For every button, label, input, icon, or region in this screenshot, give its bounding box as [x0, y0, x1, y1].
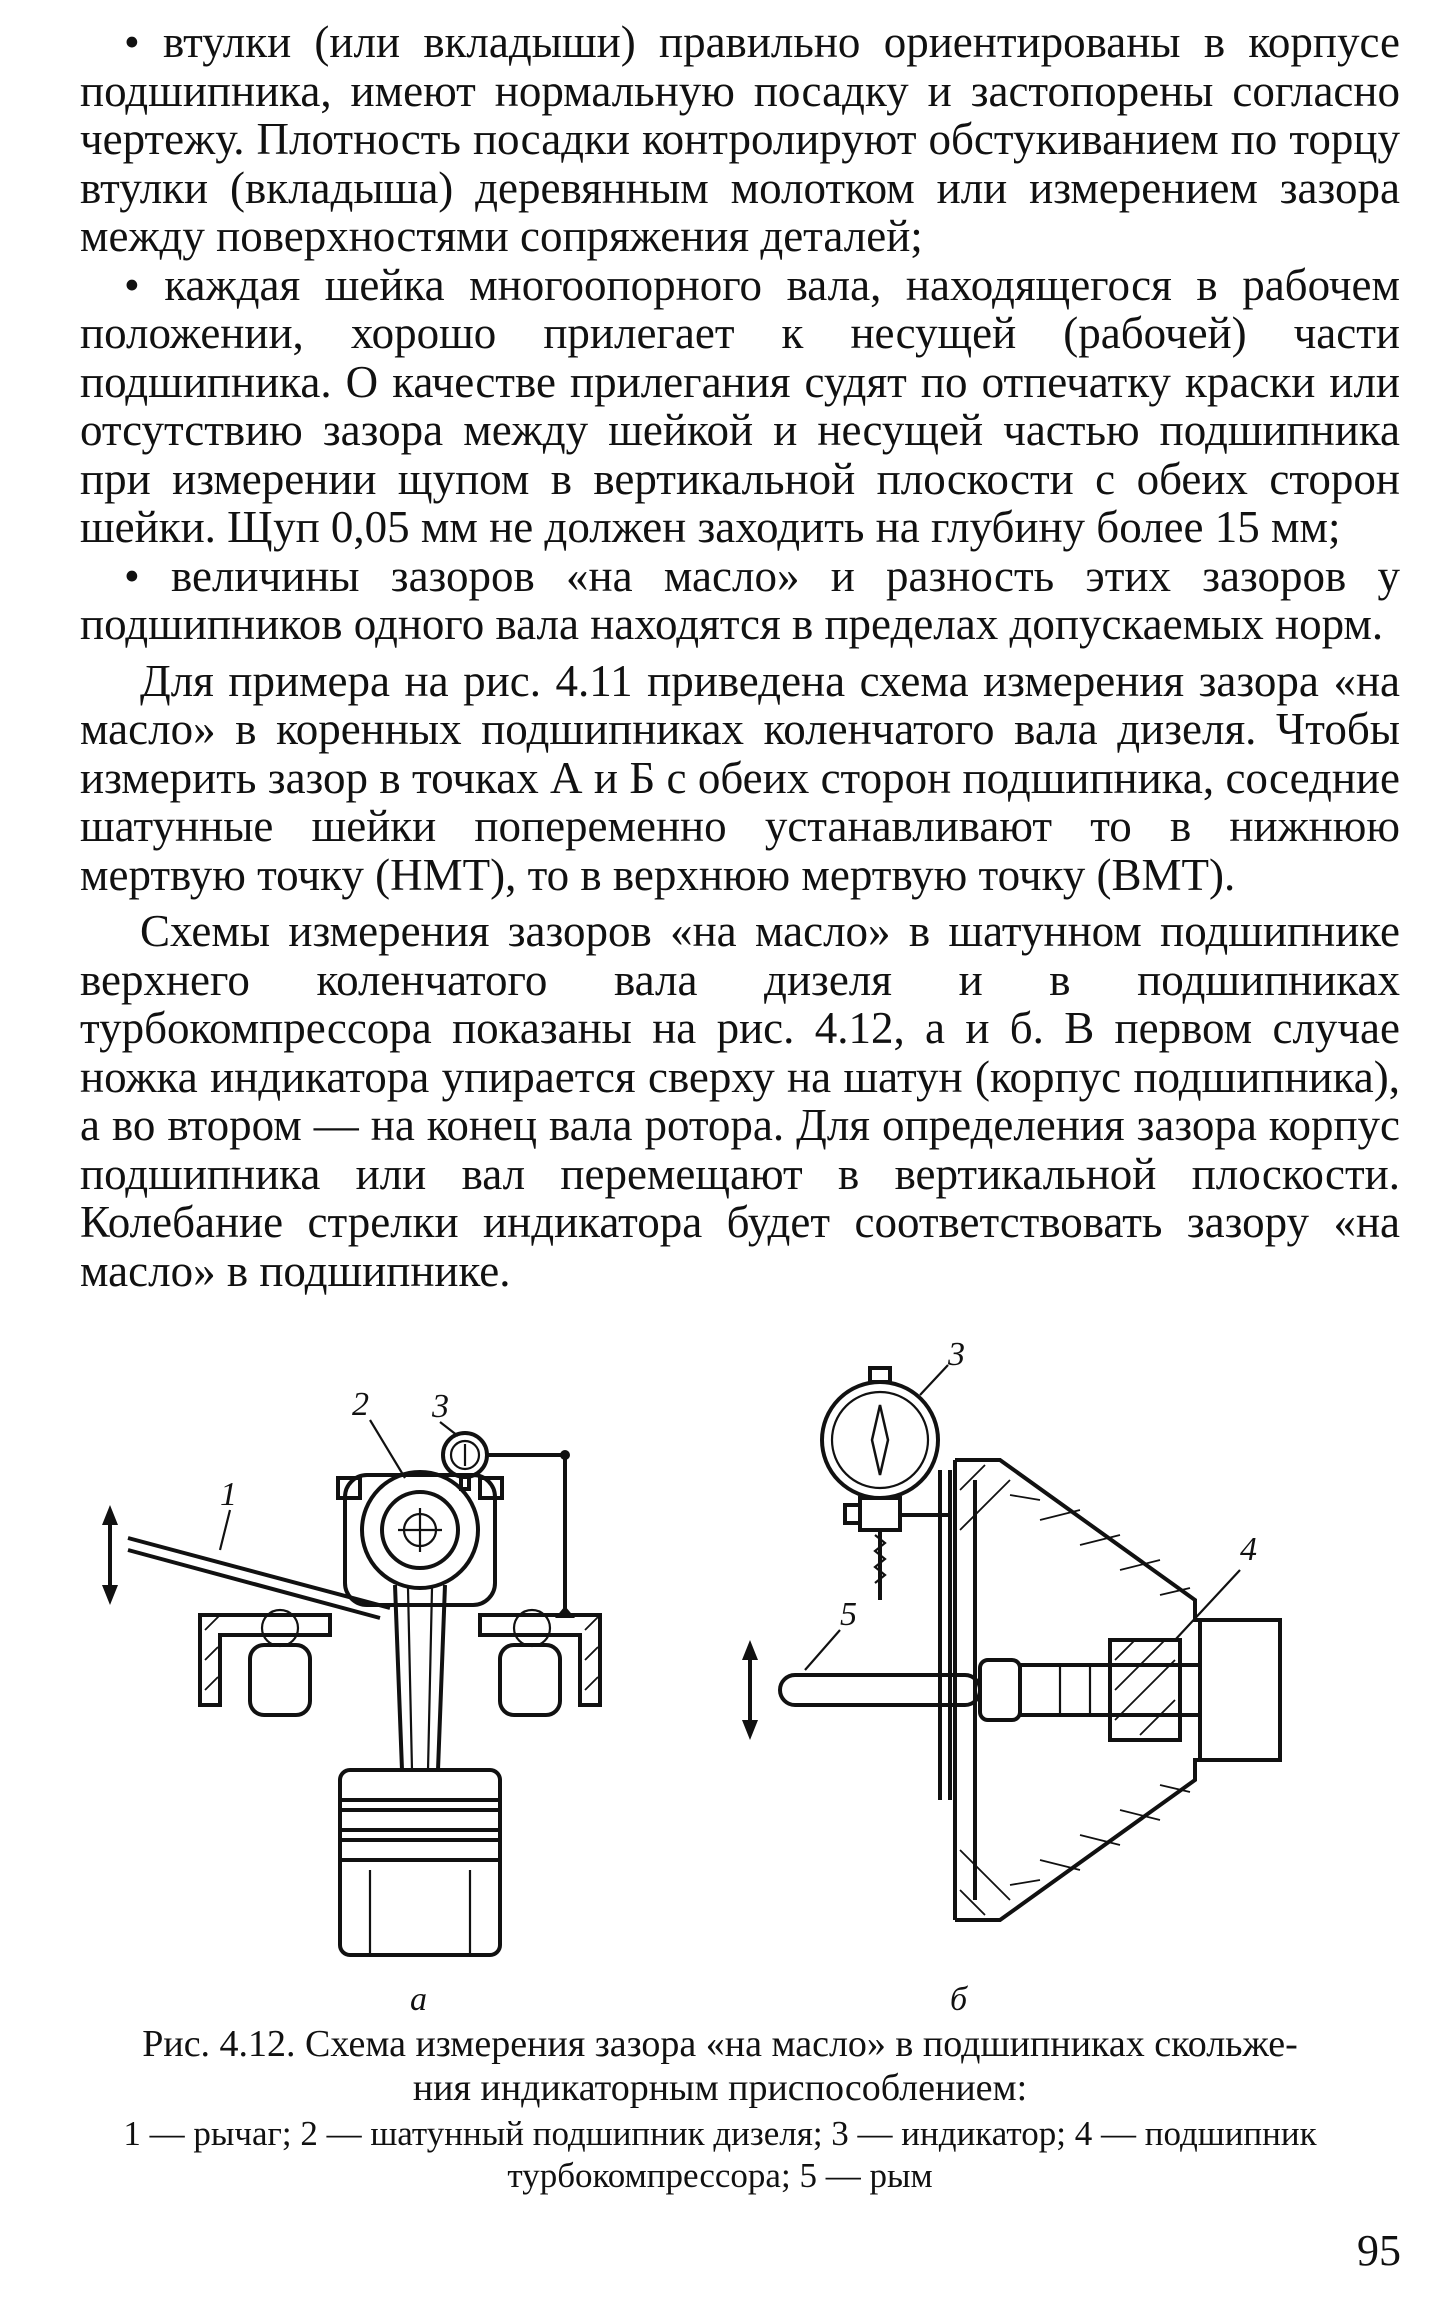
body-text [80, 18, 1400, 1295]
callout-1: 1 [220, 1476, 237, 1513]
bullet-paragraph-2: • каждая шейка многоопорного вала, находящегося в рабочем положении, хорошо прилегает к несущей (рабочей) части подшипника. О качестве прилегания судят по отпечатку краски или отсутствию зазора между шейкой и несущей частью подшипника при измерении щупом в вертикальной плоскости с обеих сторон шейки. Щуп 0,05 мм не должен заходить на глубину более 15 мм; [80, 259, 1400, 552]
callout-3b: 3 [948, 1336, 965, 1373]
callout-5: 5 [840, 1596, 857, 1633]
legend-line-2: турбокомпрессора; 5 — рым [507, 2156, 933, 2195]
drawing-a [102, 1386, 600, 1955]
paragraph-example: Для примера на рис. 4.11 приведена схема измерения зазора «на масло» в коренных подшипниках коленчатого вала дизеля. Чтобы измерить зазор в точках А и Б с обеих сторон подшипника, соседние шатунные шейки попеременно устанавливают то в нижнюю мертвую точку (НМТ), то в верхнюю мертвую точку (ВМТ). [80, 655, 1400, 900]
callout-2: 2 [352, 1386, 369, 1423]
caption-line-2: ния индикаторным приспособлением: [412, 2067, 1028, 2109]
legend-line-1: 1 — рычаг; 2 — шатунный подшипник дизеля; 3 — индикатор; 4 — подшипник [123, 2114, 1317, 2153]
drawing-b [742, 1336, 1280, 1920]
page-number: 95 [1357, 2226, 1401, 2275]
bullet-paragraph-1: • втулки (или вкладыши) правильно ориентированы в корпусе подшипника, имеют нормальную посадку и застопорены согласно чертежу. Плотность посадки контролируют обстукиванием по торцу втулки (вкладыша) деревянным молотком или измерением зазора между поверхностями сопряжения деталей; [80, 17, 1400, 261]
sublabel-b: б [950, 1981, 968, 2018]
paragraph-schemes: Схемы измерения зазоров «на масло» в шатунном подшипнике верхнего коленчатого вала дизеля и в подшипниках турбокомпрессора показаны на рис. 4.12, а и б. В первом случае ножка индикатора упирается сверху на шатун (корпус подшипника), а во втором — на конец вала ротора. Для определения зазора корпус подшипника или вал перемещают в вертикальной плоскости. Колебание стрелки индикатора будет соответствовать зазору «на масло» в подшипнике. [80, 906, 1400, 1296]
caption-line-1: Рис. 4.12. Схема измерения зазора «на масло» в подшипниках скольже- [142, 2023, 1298, 2065]
callout-4: 4 [1240, 1531, 1257, 1568]
callout-3a: 3 [432, 1388, 449, 1425]
figure-legend [60, 2113, 1380, 2197]
figure-4-12 [80, 1336, 1400, 2020]
figure-drawing [80, 1336, 1400, 2020]
figure-caption [60, 2022, 1380, 2110]
sublabel-a: а [410, 1981, 427, 2018]
bullet-paragraph-3: • величины зазоров «на масло» и разность этих зазоров у подшипников одного вала находятся в пределах допускаемых норм. [80, 550, 1400, 649]
